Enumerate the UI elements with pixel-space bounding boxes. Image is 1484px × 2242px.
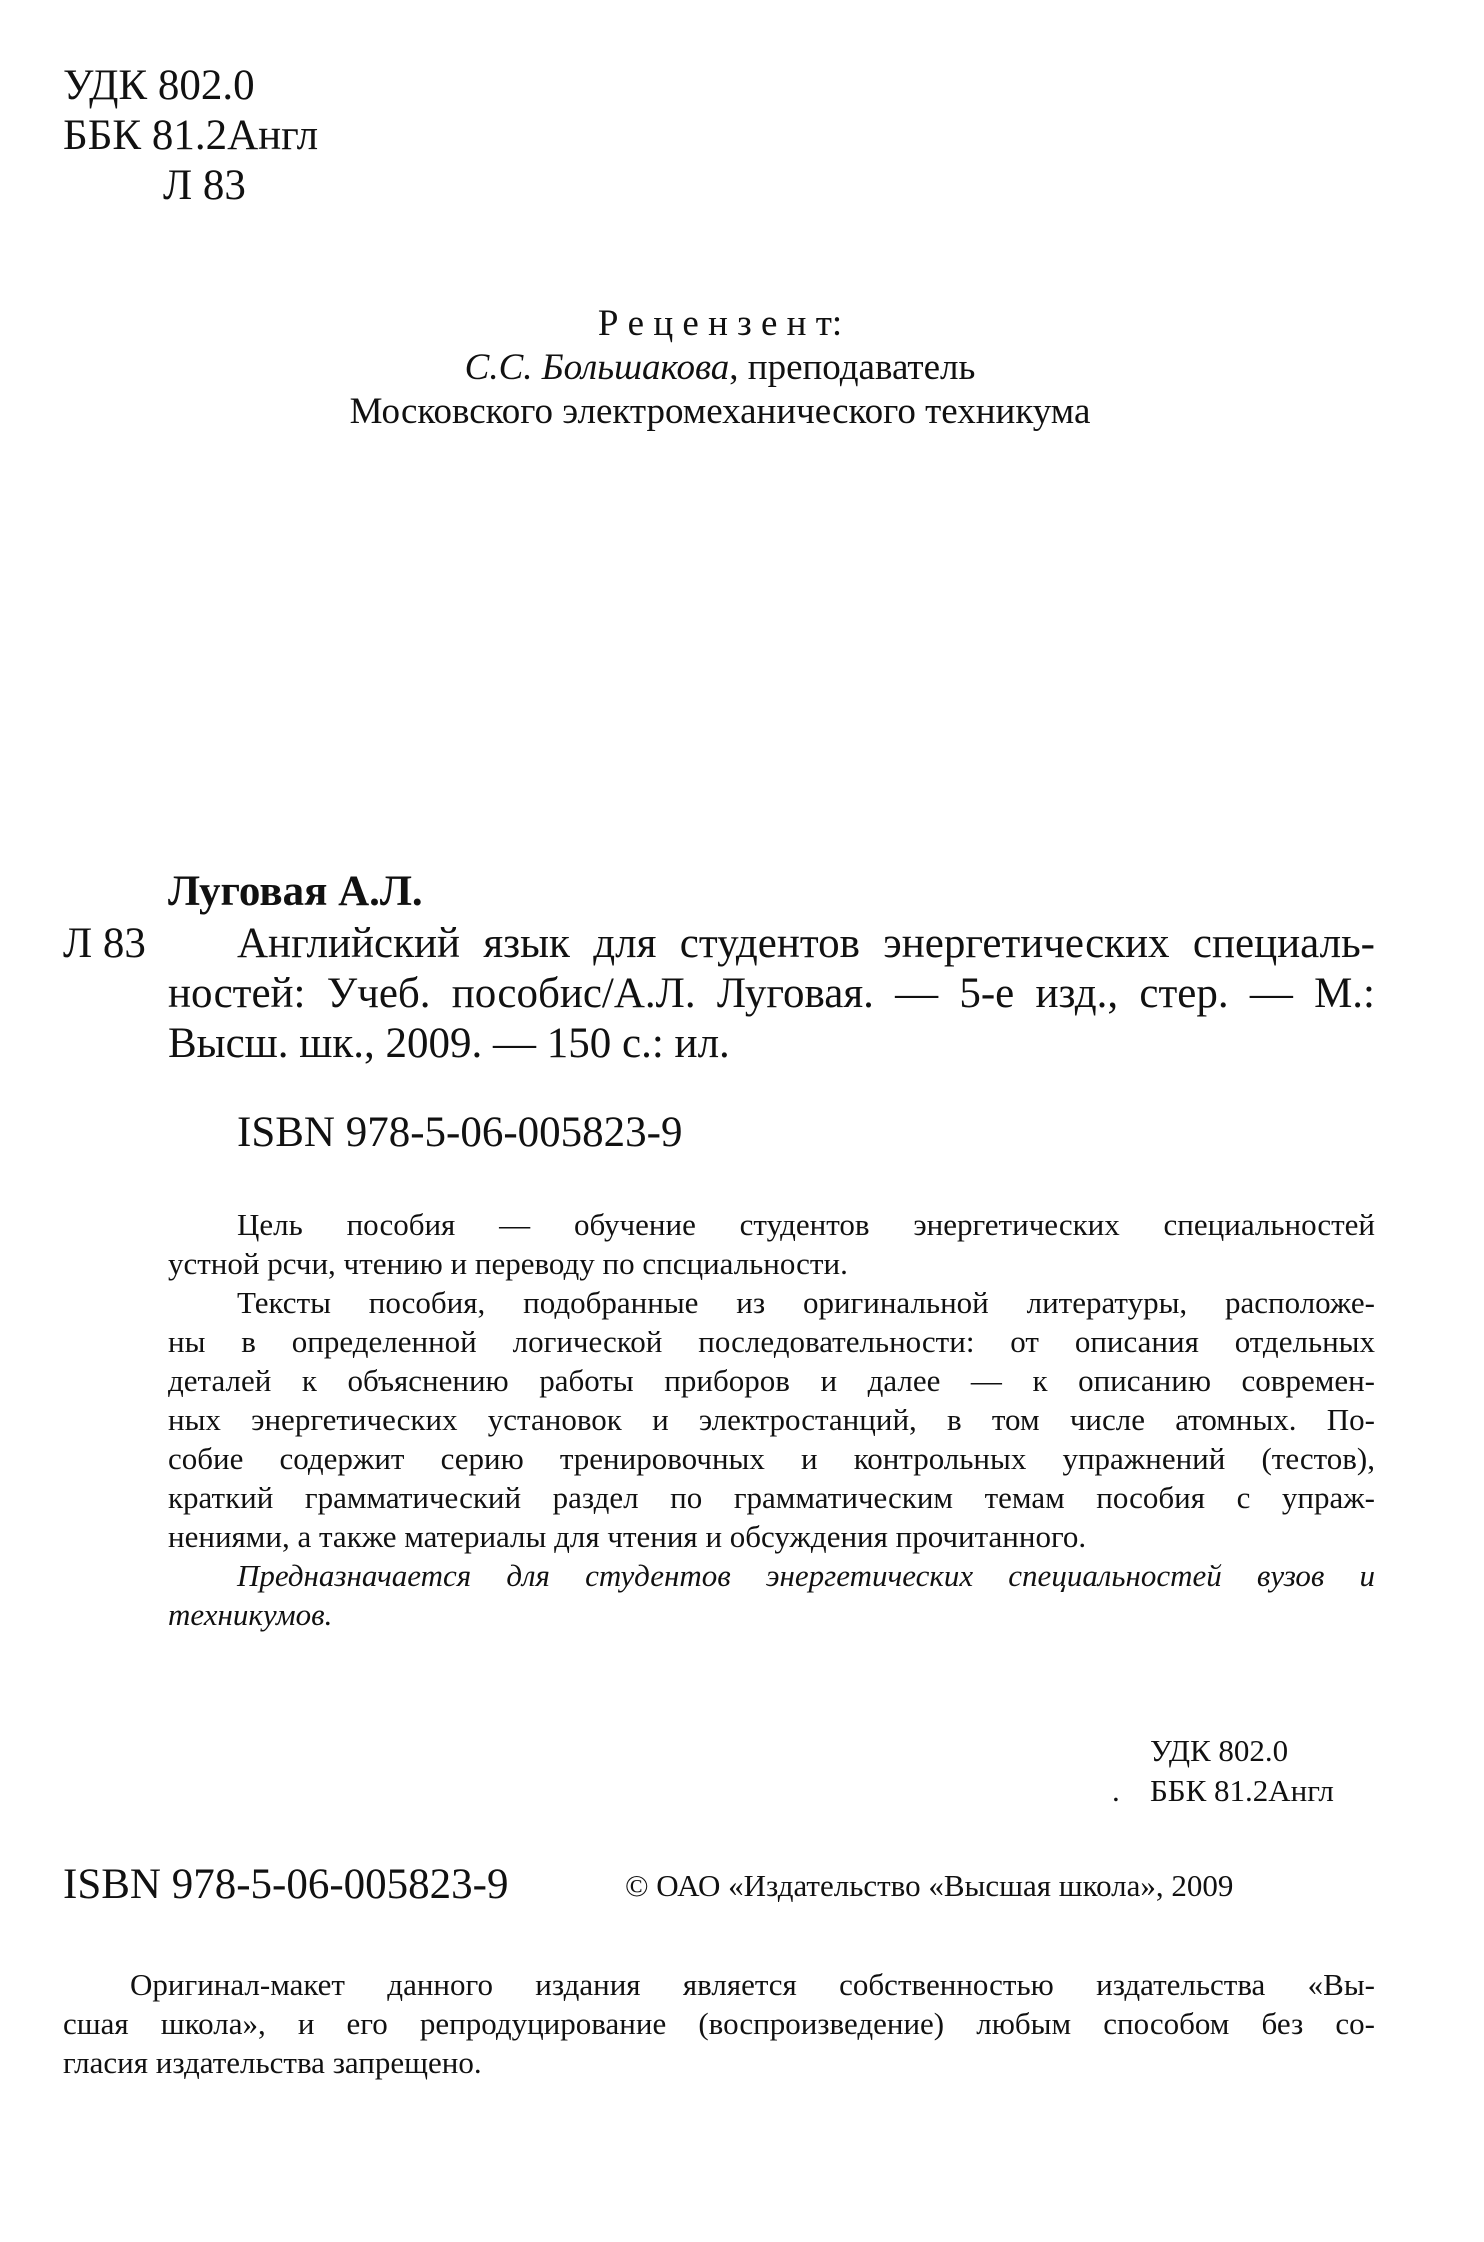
catalog-author: Луговая А.Л. xyxy=(168,868,423,915)
purpose-line-2: техникумов. xyxy=(168,1597,333,1632)
annotation-line-2: устной рсчи, чтению и переводу по спсциальности. xyxy=(168,1246,848,1281)
annotation-line-8: краткий грамматический раздел по грамматическим темам пособия с упраж- xyxy=(168,1480,1375,1515)
udk-code-bottom: УДК 802.0 xyxy=(1150,1733,1289,1768)
catalog-mark: Л 83 xyxy=(63,920,146,967)
reviewer-position: , преподаватель xyxy=(729,347,976,388)
annotation-line-4: ны в определенной логической последовательности: от описания отдельных xyxy=(168,1324,1375,1359)
catalog-isbn: ISBN 978-5-06-005823-9 xyxy=(237,1109,683,1156)
catalog-line-2: ностей: Учеб. пособис/А.Л. Луговая. — 5-е изд., стер. — М.: xyxy=(168,970,1375,1017)
catalog-line-1: Английский язык для студентов энергетических специаль- xyxy=(237,920,1375,967)
copyright-isbn: ISBN 978-5-06-005823-9 xyxy=(63,1861,509,1908)
annotation-line-5: деталей к объяснению работы приборов и далее — к описанию современ- xyxy=(168,1363,1375,1398)
reviewer-line xyxy=(300,346,1140,390)
bbk-code-bottom: ББК 81.2Англ xyxy=(1150,1773,1334,1808)
purpose-line-1: Предназначается для студентов энергетических специальностей вузов и xyxy=(237,1558,1375,1593)
reviewer-name: С.С. Большакова xyxy=(464,347,730,388)
reviewer-heading: Р е ц е н з е н т: xyxy=(597,303,843,344)
bbk-code-dot: . xyxy=(1112,1773,1120,1808)
rights-line-2: сшая школа», и его репродуцирование (воспроизведение) любым способом без со- xyxy=(63,2006,1375,2041)
catalog-line-3: Высш. шк., 2009. — 150 с.: ил. xyxy=(168,1020,730,1067)
rights-line-1: Оригинал-макет данного издания является собственностью издательства «Вы- xyxy=(130,1967,1375,2002)
annotation-line-1: Цель пособия — обучение студентов энергетических специальностей xyxy=(237,1207,1375,1242)
annotation-line-6: ных энергетических установок и электростанций, в том числе атомных. По- xyxy=(168,1402,1375,1437)
annotation-line-7: собие содержит серию тренировочных и контрольных упражнений (тестов), xyxy=(168,1441,1375,1476)
author-mark-top: Л 83 xyxy=(163,162,246,209)
annotation-line-3: Тексты пособия, подобранные из оригинальной литературы, расположе- xyxy=(237,1285,1375,1320)
reviewer-institution: Московского электромеханического техникума xyxy=(349,391,1091,432)
bbk-code-top: ББК 81.2Англ xyxy=(63,112,319,159)
copyright-notice: © ОАО «Издательство «Высшая школа», 2009 xyxy=(625,1868,1234,1903)
udk-code-top: УДК 802.0 xyxy=(63,62,255,109)
rights-line-3: гласия издательства запрещено. xyxy=(63,2045,482,2080)
annotation-line-9: нениями, а также материалы для чтения и обсуждения прочитанного. xyxy=(168,1519,1087,1554)
